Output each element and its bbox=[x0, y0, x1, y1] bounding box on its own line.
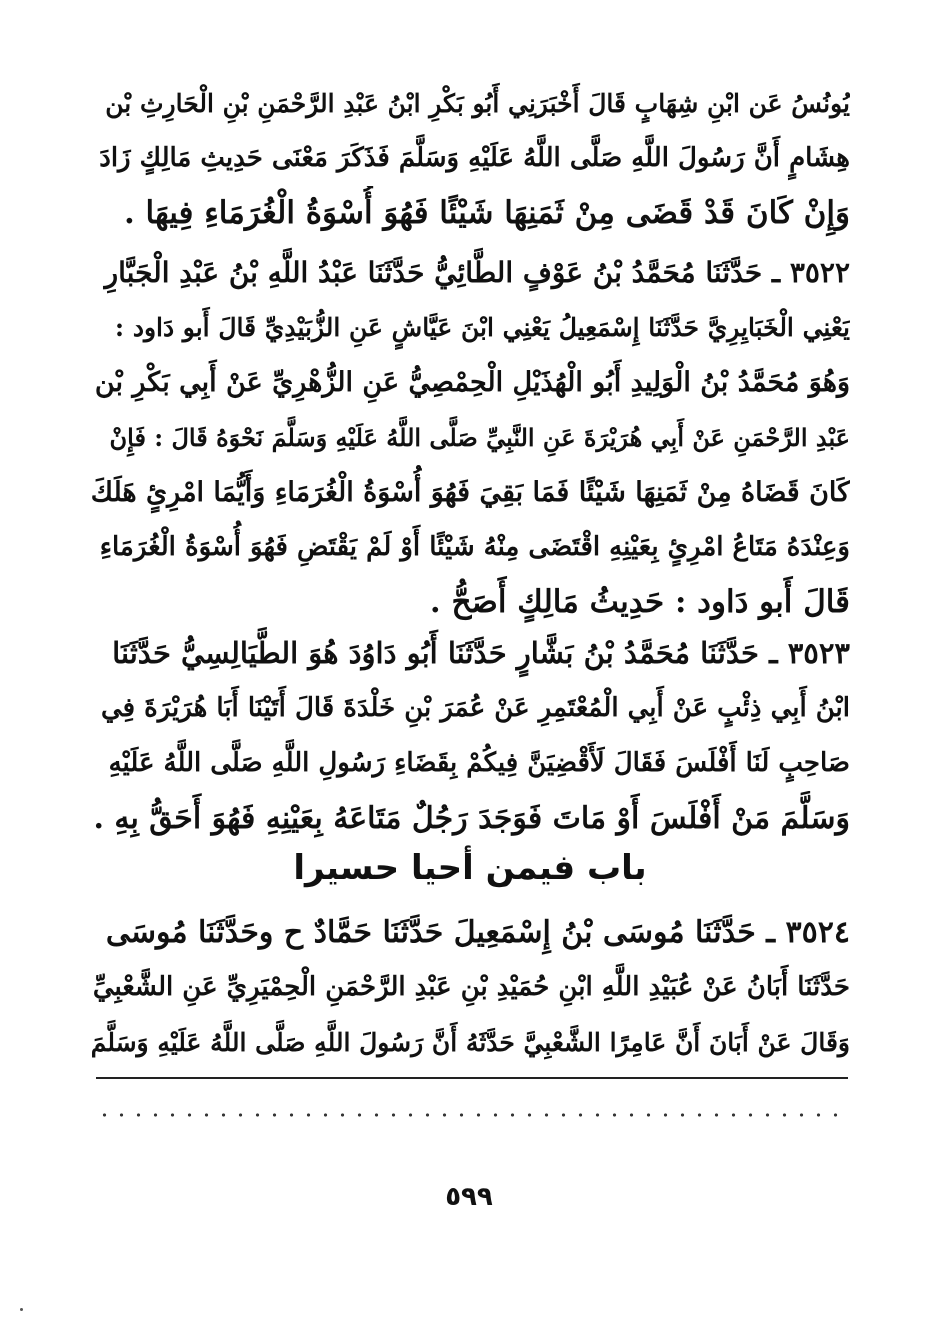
footnote-separator-rule bbox=[96, 1077, 848, 1079]
text-line: يَعْنِي الْخَبَايِرِيَّ حَدَّثَنَا إِسْمَعِيلُ يَعْنِي ابْنَ عَيَّاشٍ عَنِ الزُّبَيْدِيِّ قَالَ أَبو دَاود : bbox=[114, 313, 850, 342]
text-line: يُونُسُ عَن ابْنِ شِهَابٍ قَالَ أَخْبَرَنِي أَبُو بَكْرِ ابْنُ عَبْدِ الرَّحْمَنِ بْنِ الْحَارِثِ بْن bbox=[105, 89, 850, 118]
text-line: قَالَ أَبو دَاود : حَدِيثُ مَالِكٍ أَصَحُّ . bbox=[429, 584, 850, 620]
text-line: عَبْدِ الرَّحْمَنِ عَنْ أَبِي هُرَيْرَةَ عَنِ النَّبِيِّ صَلَّى اللَّهُ عَلَيْهِ وَسَلَّمَ نَحْوَهُ قَالَ : فَإِنْ bbox=[109, 423, 850, 452]
text-line: صَاحِبٍ لَنَا أَفْلَسَ فَقَالَ لَأَقْضِيَنَّ فِيكُمْ بِقَضَاءِ رَسُولِ اللَّهِ صَلَّى اللَّهُ عَلَيْهِ bbox=[108, 748, 850, 778]
chapter-heading: باب فيمن أحيا حسيرا bbox=[293, 848, 647, 888]
text-line: ٣٥٢٤ ـ حَدَّثَنَا مُوسَى بْنُ إِسْمَعِيلَ حَدَّثَنَا حَمَّادٌ ح وحَدَّثَنَا مُوسَى bbox=[105, 915, 850, 950]
paragraph-hadith-continuation bbox=[90, 76, 850, 241]
page-number: ٥٩٩ bbox=[445, 1182, 493, 1212]
text-line: وَقَالَ عَنْ أَبَانَ أَنَّ عَامِرًا الشَّعْبِيَّ حَدَّثَهُ أَنَّ رَسُولَ اللَّهِ صَلَّى اللَّهُ عَلَيْهِ وَسَلَّمَ bbox=[90, 1028, 850, 1057]
text-line: وَهُوَ مُحَمَّدُ بْنُ الْوَلِيدِ أَبُو الْهُذَيْلِ الْحِمْصِيُّ عَنِ الزُّهْرِيِّ عَنْ أَبِي بَكْرِ بْن bbox=[94, 367, 850, 398]
dotted-footnote-line bbox=[96, 1112, 848, 1118]
text-line: كَانَ قَضَاهُ مِنْ ثَمَنِهَا شَيْئًا فَمَا بَقِيَ فَهُوَ أُسْوَةُ الْغُرَمَاءِ وَأَيُّمَا امْرِئٍ هَلَكَ bbox=[90, 477, 850, 508]
text-line: وَسَلَّمَ مَنْ أَفْلَسَ أَوْ مَاتَ فَوَجَدَ رَجُلٌ مَتَاعَهُ بِعَيْنِهِ فَهُوَ أَحَقُّ بِهِ . bbox=[93, 801, 850, 836]
text-line: ٣٥٢٢ ـ حَدَّثَنَا مُحَمَّدُ بْنُ عَوْفٍ الطَّائِيُّ حَدَّثَنَا عَبْدُ اللَّهِ بْنُ عَبْدِ الْجَبَّارِ bbox=[104, 256, 850, 289]
text-line: حَدَّثَنَا أَبَانُ عَنْ عُبَيْدِ اللَّهِ ابْنِ حُمَيْدِ بْنِ عَبْدِ الرَّحْمَنِ الْحِمْيَرِيِّ عَنِ الشَّعْبِيِّ bbox=[92, 972, 850, 1002]
text-line: هِشَامٍ أَنَّ رَسُولَ اللَّهِ صَلَّى اللَّهُ عَلَيْهِ وَسَلَّمَ فَذَكَرَ مَعْنَى حَدِيثِ مَالِكٍ زَادَ bbox=[99, 143, 850, 173]
paragraph-hadith-3524 bbox=[90, 905, 850, 1070]
text-line: ابْنُ أَبِي ذِئْبٍ عَنْ أَبِي الْمُعْتَمِرِ عَنْ عُمَرَ بْنِ خَلْدَةَ قَالَ أَتَيْنَا أَبَا هُرَيْرَةَ فِي bbox=[100, 693, 850, 723]
scan-speck bbox=[20, 1308, 23, 1311]
paragraph-hadith-3522 bbox=[90, 245, 850, 630]
paragraph-hadith-3523 bbox=[90, 626, 850, 846]
text-line: وَعِنْدَهُ مَتَاعُ امْرِئٍ بِعَيْنِهِ اقْتَضَى مِنْهُ شَيْئًا أَوْ لَمْ يَقْتَضِ فَهُوَ أُسْوَةُ الْغُرَمَاءِ bbox=[99, 532, 850, 562]
text-line: ٣٥٢٣ ـ حَدَّثَنَا مُحَمَّدُ بْنُ بَشَّارٍ حَدَّثَنَا أَبُو دَاوُدَ هُوَ الطَّيَالِسِيُّ حَدَّثَنَا bbox=[112, 636, 850, 670]
text-line: وَإِنْ كَانَ قَدْ قَضَى مِنْ ثَمَنِهَا شَيْئًا فَهُوَ أُسْوَةُ الْغُرَمَاءِ فِيهَا . bbox=[123, 195, 850, 231]
